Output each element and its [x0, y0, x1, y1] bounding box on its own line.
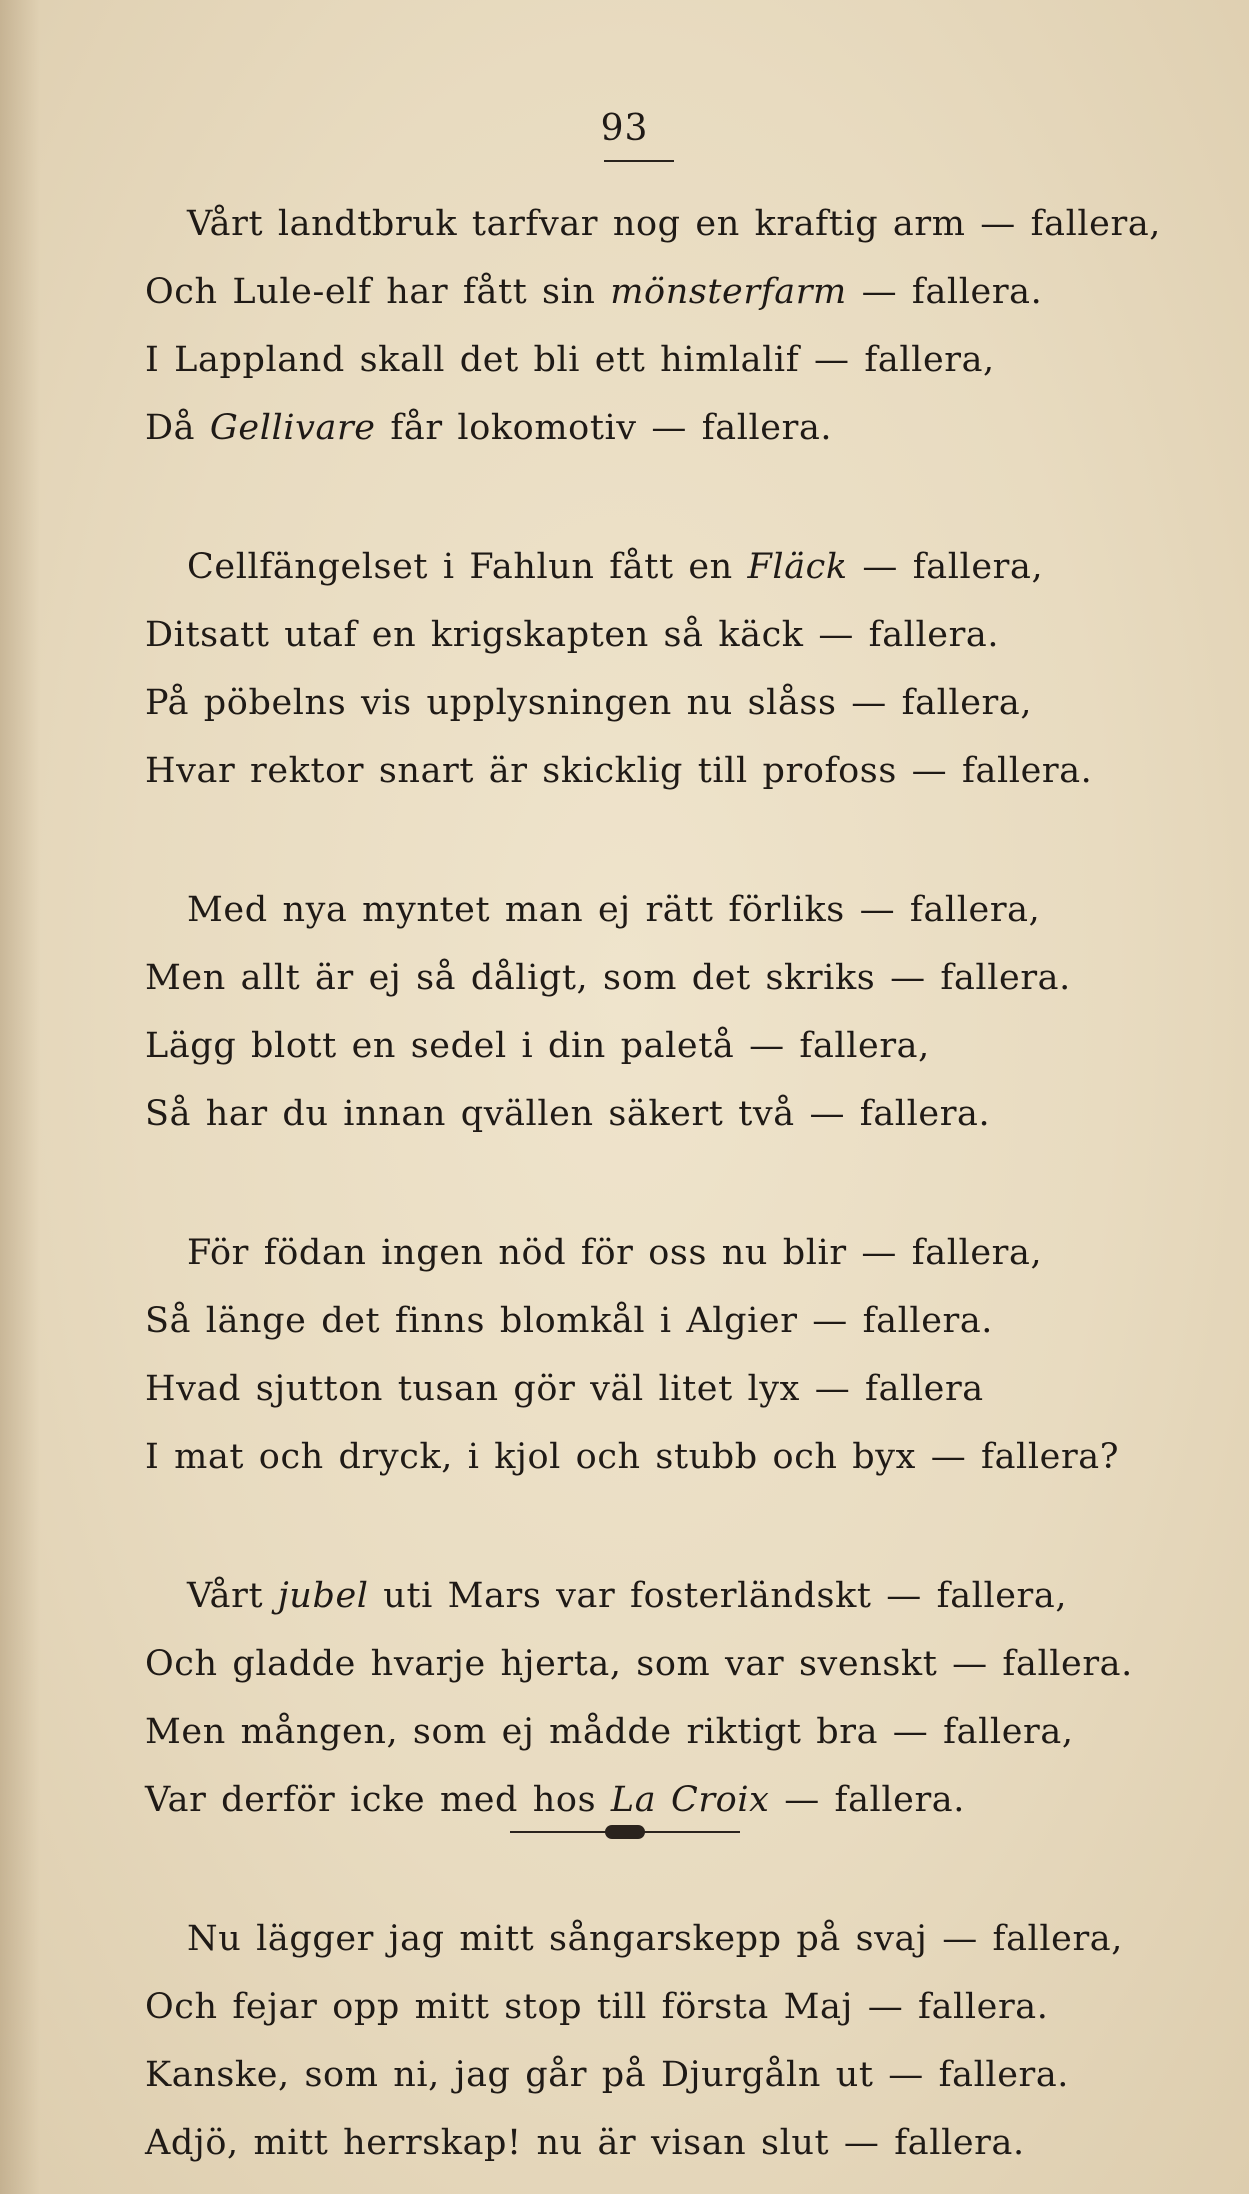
poem-line — [0, 394, 1249, 462]
line-refrain: — fallera. — [875, 958, 1071, 998]
line-text: Vårt — [187, 1576, 278, 1616]
line-text: Cellfängelset i Fahlun fått en — [187, 547, 748, 587]
line-italic-text: La Croix — [610, 1780, 770, 1820]
stanza — [0, 876, 1249, 1148]
line-text: I Lappland skall det bli ett himlalif — [145, 340, 800, 380]
line-refrain: får lokomotiv — fallera. — [375, 408, 833, 448]
line-refrain: — fallera. — [873, 2055, 1070, 2095]
line-text: Vårt landtbruk tarfvar nog en kraftig arm — [187, 204, 966, 244]
line-refrain: — fallera, — [965, 204, 1162, 244]
poem-line — [0, 1012, 1249, 1080]
line-text: Lägg blott en sedel i din paletå — [145, 1026, 735, 1066]
poem-line — [0, 669, 1249, 737]
line-refrain: — fallera. — [803, 615, 1000, 655]
line-text: På pöbelns vis upplysningen nu slåss — [145, 683, 837, 723]
line-refrain: — fallera, — [878, 1712, 1074, 1752]
line-italic-text: Gellivare — [209, 408, 376, 448]
line-refrain: — fallera. — [794, 1094, 991, 1134]
poem-line — [0, 326, 1249, 394]
line-refrain: — fallera, — [847, 547, 1044, 587]
line-refrain: — fallera, — [836, 683, 1033, 723]
line-refrain: — fallera, — [734, 1026, 930, 1066]
line-refrain: — fallera, — [846, 1233, 1043, 1273]
poem-line — [0, 1423, 1249, 1491]
poem-line — [0, 2109, 1249, 2177]
line-text: Men mången, som ej mådde riktigt bra — [145, 1712, 879, 1752]
stanza — [0, 190, 1249, 462]
line-text: Och Lule-elf har fått sin — [145, 272, 611, 312]
line-text: Med nya myntet man ej rätt förliks — [187, 890, 845, 930]
poem-line — [0, 1905, 1249, 1973]
line-text: Så har du innan qvällen säkert två — [145, 1094, 795, 1134]
stanza — [0, 533, 1249, 805]
poem-line — [0, 1630, 1249, 1698]
line-text: För födan ingen nöd för oss nu blir — [187, 1233, 847, 1273]
page-number: 93 — [600, 108, 649, 149]
line-refrain: — fallera, — [844, 890, 1041, 930]
line-refrain: — fallera. — [829, 2123, 1025, 2163]
poem-line — [0, 601, 1249, 669]
poem — [0, 190, 1249, 2194]
poem-line — [0, 1080, 1249, 1148]
line-text: Nu lägger jag mitt sångarskepp på svaj — [187, 1919, 928, 1959]
line-refrain: — fallera, — [927, 1919, 1123, 1959]
line-text: Kanske, som ni, jag går på Djurgåln ut — [145, 2055, 874, 2095]
line-text: Men allt är ej så dåligt, som det skriks — [145, 958, 876, 998]
poem-line — [0, 876, 1249, 944]
ornament-divider-icon — [510, 1825, 740, 1839]
poem-line — [0, 1219, 1249, 1287]
line-text: Så länge det finns blomkål i Algier — [145, 1301, 798, 1341]
line-text: Och fejar opp mitt stop till första Maj — [145, 1987, 853, 2027]
line-refrain: — fallera. — [937, 1644, 1133, 1684]
line-refrain: — fallera. — [846, 272, 1043, 312]
line-refrain: — fallera. — [852, 1987, 1049, 2027]
line-italic-text: jubel — [277, 1576, 369, 1616]
stanza — [0, 1905, 1249, 2177]
line-refrain: — fallera — [799, 1369, 984, 1409]
line-text: I mat och dryck, i kjol och stubb och byx — [145, 1437, 916, 1477]
line-text: Ditsatt utaf en krigskapten så käck — [145, 615, 804, 655]
stanza — [0, 1562, 1249, 1834]
poem-line — [0, 2041, 1249, 2109]
line-refrain: uti Mars var fosterländskt — fallera, — [368, 1576, 1068, 1616]
poem-line — [0, 533, 1249, 601]
poem-line — [0, 190, 1249, 258]
poem-line — [0, 1698, 1249, 1766]
poem-line — [0, 944, 1249, 1012]
poem-line — [0, 1562, 1249, 1630]
poem-line — [0, 737, 1249, 805]
line-italic-text: Fläck — [747, 547, 848, 587]
line-refrain: — fallera. — [896, 751, 1093, 791]
line-text: Adjö, mitt herrskap! nu är visan slut — [145, 2123, 830, 2163]
line-text: Var derför icke med hos — [145, 1780, 611, 1820]
line-text: Då — [145, 408, 210, 448]
line-refrain: — fallera. — [797, 1301, 994, 1341]
poem-line — [0, 1287, 1249, 1355]
line-refrain: — fallera, — [799, 340, 995, 380]
line-refrain: — fallera. — [769, 1780, 965, 1820]
poem-line — [0, 1355, 1249, 1423]
stanza — [0, 1219, 1249, 1491]
poem-line — [0, 1973, 1249, 2041]
page-number-underline — [604, 160, 674, 162]
line-refrain: — fallera? — [915, 1437, 1120, 1477]
line-text: Hvar rektor snart är skicklig till profoss — [145, 751, 897, 791]
poem-line — [0, 258, 1249, 326]
line-text: Och gladde hvarje hjerta, som var svenskt — [145, 1644, 938, 1684]
line-italic-text: mönsterfarm — [610, 272, 847, 312]
line-text: Hvad sjutton tusan gör väl litet lyx — [145, 1369, 800, 1409]
end-ornament — [0, 1820, 1249, 1845]
